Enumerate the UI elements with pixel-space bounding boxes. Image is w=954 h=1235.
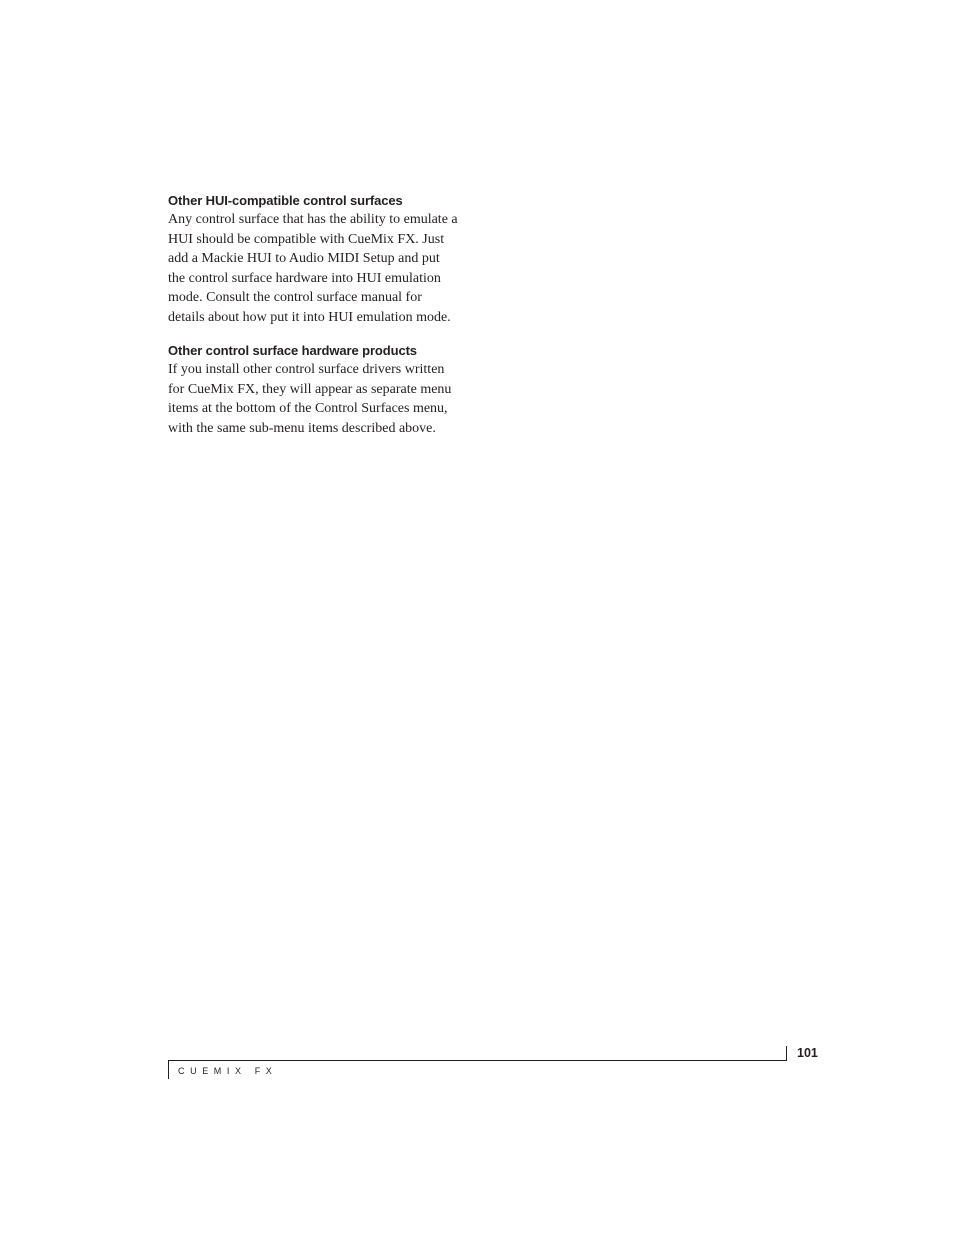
body-line: for CueMix FX, they will appear as separate menu bbox=[168, 381, 452, 397]
body-line: the control surface hardware into HUI emulation bbox=[168, 270, 441, 286]
body-line: items at the bottom of the Control Surfaces menu, bbox=[168, 401, 448, 417]
body-line: Any control surface that has the ability to emulate a bbox=[168, 212, 458, 227]
footer-right-tick bbox=[786, 1046, 787, 1061]
body-line: mode. Consult the control surface manual for bbox=[168, 290, 422, 306]
section-heading: Other HUI-compatible control surfaces bbox=[168, 193, 403, 208]
page-number: 101 bbox=[797, 1046, 818, 1060]
footer-left-tick bbox=[168, 1060, 169, 1079]
section-hui-compatible-control-surfaces bbox=[168, 191, 468, 328]
body-line: add a Mackie HUI to Audio MIDI Setup and put bbox=[168, 251, 440, 267]
footer-rule bbox=[168, 1060, 787, 1061]
section-body bbox=[168, 210, 468, 328]
section-body bbox=[168, 360, 468, 438]
section-other-control-surface-hardware bbox=[168, 341, 468, 438]
body-line: details about how put it into HUI emulation mode. bbox=[168, 309, 451, 325]
body-line: If you install other control surface drivers written bbox=[168, 362, 445, 377]
body-line: HUI should be compatible with CueMix FX. Just bbox=[168, 231, 445, 247]
running-footer-title: CUEMIX FX bbox=[178, 1066, 278, 1076]
body-line: with the same sub-menu items described above. bbox=[168, 420, 436, 436]
section-heading: Other control surface hardware products bbox=[168, 343, 417, 358]
